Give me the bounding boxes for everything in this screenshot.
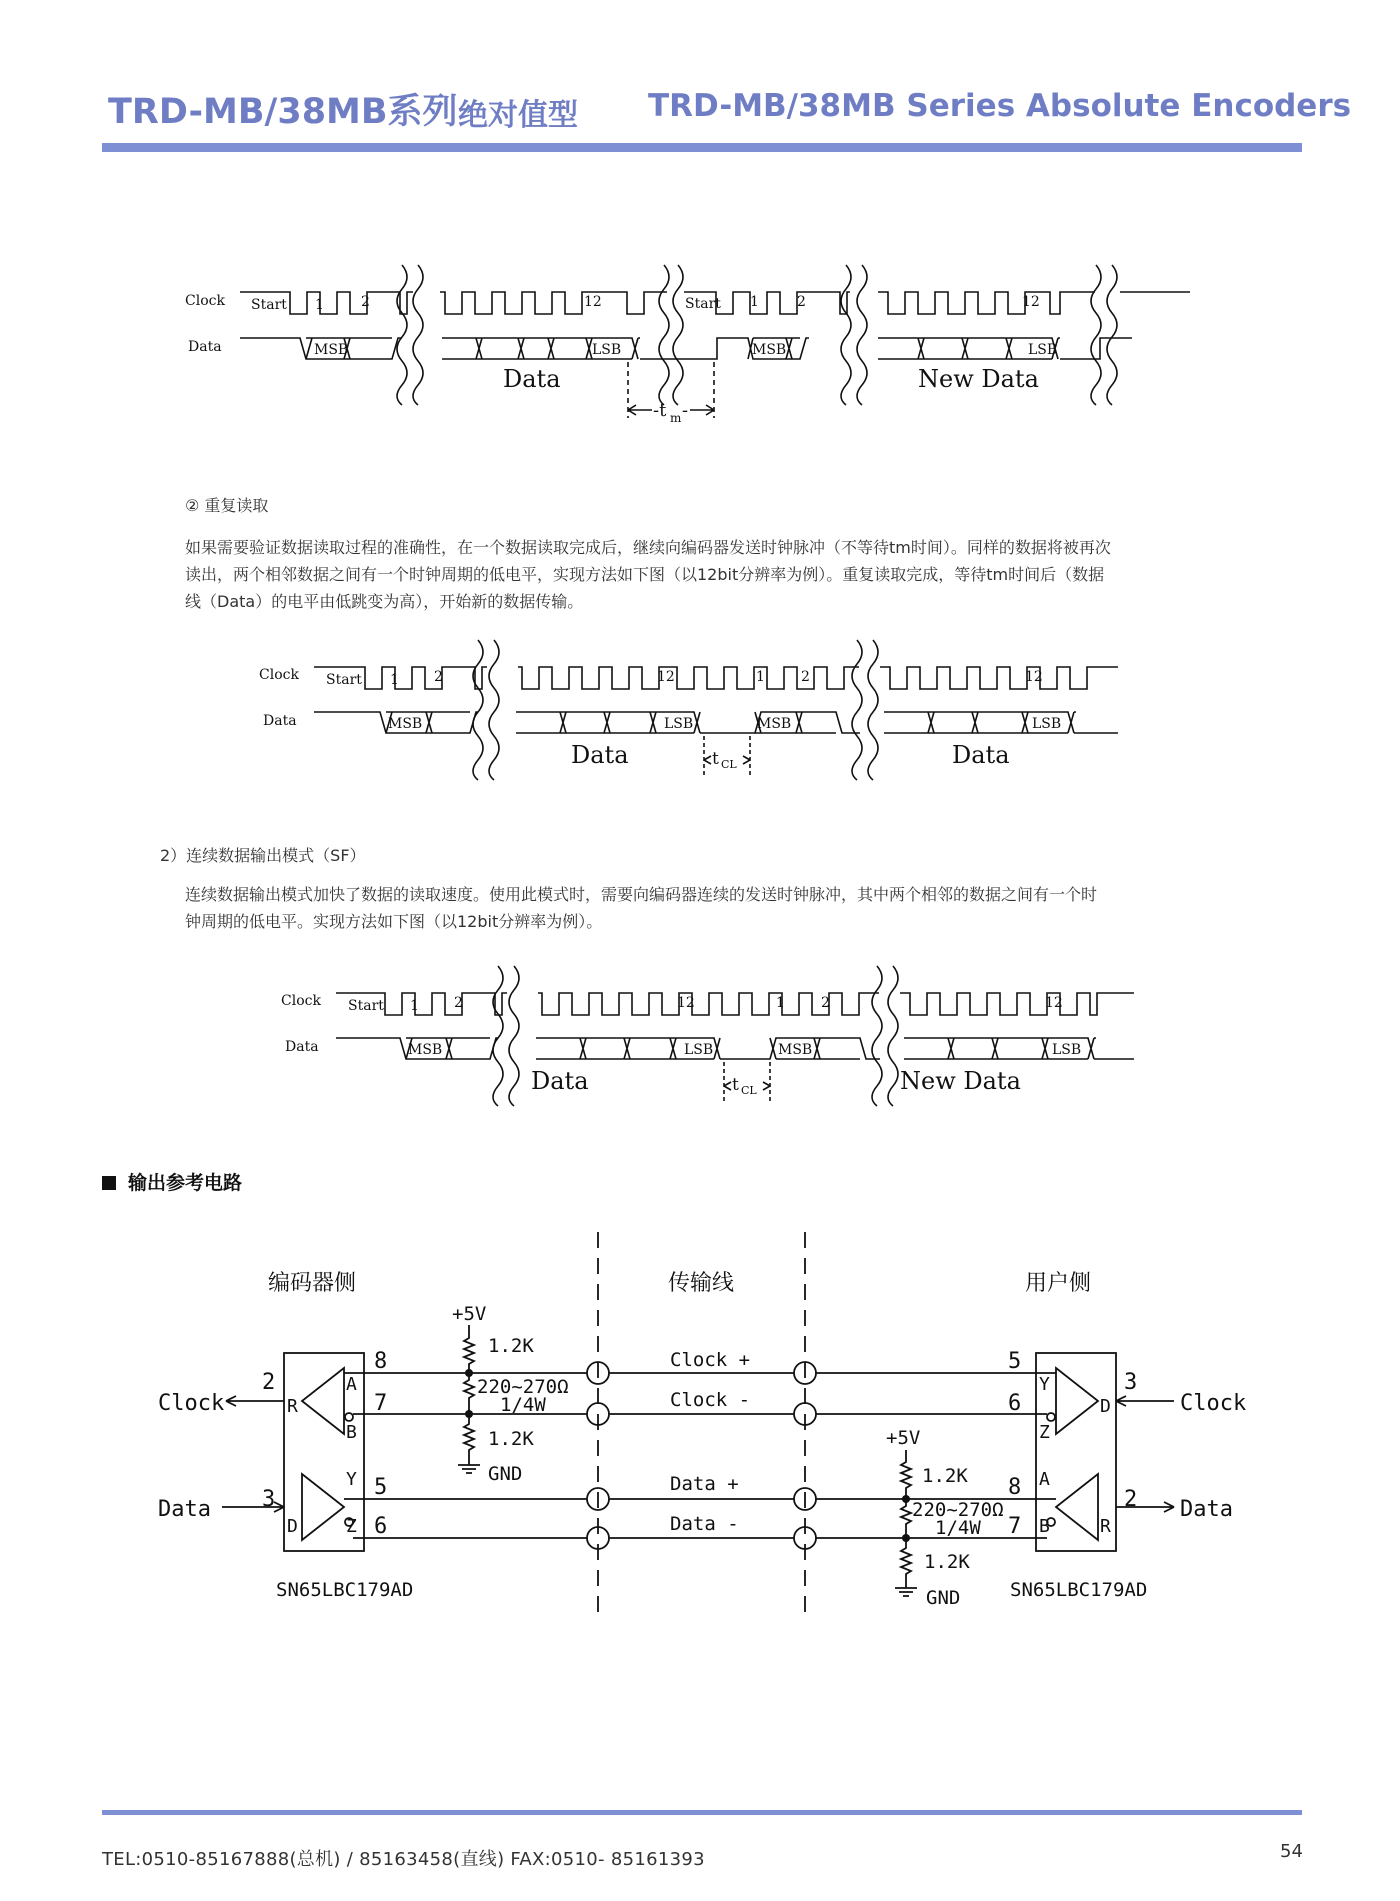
tm-subscript: m xyxy=(670,411,682,425)
data-label: Data xyxy=(188,339,222,355)
bit-2-label: 2 xyxy=(801,669,810,685)
paragraph-line: 连续数据输出模式加快了数据的读取速度。使用此模式时，需要向编码器连续的发送时钟脉冲，其中两个相邻的数据之间有一个时 xyxy=(185,885,1098,904)
pin-z-label: Z xyxy=(346,1516,357,1537)
pin-label: 8 xyxy=(374,1349,388,1374)
chip-label: SN65LBC179AD xyxy=(1010,1579,1148,1601)
footer-rule xyxy=(102,1810,1302,1815)
clock-label: Clock xyxy=(259,667,299,683)
pin-d-label: D xyxy=(287,1516,298,1537)
msb-label: MSB xyxy=(778,1042,813,1058)
new-data-block-label: New Data xyxy=(918,365,1039,393)
pin-b-label: B xyxy=(1039,1516,1050,1537)
msb-label: MSB xyxy=(388,716,423,732)
pin-label: 6 xyxy=(1008,1391,1022,1416)
chip-label: SN65LBC179AD xyxy=(276,1579,414,1601)
r-pullup-label: 1.2K xyxy=(922,1465,968,1487)
page-number: 54 xyxy=(1280,1841,1303,1862)
start-label: Start xyxy=(251,297,287,313)
gnd-label: GND xyxy=(926,1587,961,1609)
pin-label: 7 xyxy=(1008,1514,1022,1539)
clock-out-label: Clock xyxy=(158,1391,225,1416)
clock-minus-label: Clock - xyxy=(670,1389,751,1411)
circuit-heading-text: 输出参考电路 xyxy=(128,1172,243,1194)
pin-z-label: Z xyxy=(1039,1422,1050,1443)
data-out-label: Data xyxy=(1180,1497,1233,1522)
bit-1-label: 1 xyxy=(776,995,785,1011)
data-minus-label: Data - xyxy=(670,1513,739,1535)
pin-y-label: Y xyxy=(1039,1374,1050,1395)
clock-label: Clock xyxy=(185,293,225,309)
bit-1-label: 1 xyxy=(390,672,399,688)
pin-label: 5 xyxy=(1008,1349,1022,1374)
data-block-label: Data xyxy=(531,1067,589,1095)
pin-label: 7 xyxy=(374,1391,388,1416)
bit-2-label: 2 xyxy=(821,995,830,1011)
lsb-label: LSB xyxy=(664,716,694,732)
lsb-label: LSB xyxy=(684,1042,714,1058)
paragraph-line: 读出，两个相邻数据之间有一个时钟周期的低电平，实现方法如下图（以12bit分辨率为例）。重复读取完成，等待tm时间后（数据 xyxy=(185,565,1105,584)
section-heading-sf: 2）连续数据输出模式（SF） xyxy=(160,846,366,865)
paragraph-line: 线（Data）的电平由低跳变为高），开始新的数据传输。 xyxy=(185,592,584,611)
data-plus-label: Data + xyxy=(670,1473,739,1495)
r-pulldown-label: 1.2K xyxy=(924,1551,970,1573)
r-pulldown-label: 1.2K xyxy=(488,1428,534,1450)
lsb-label: LSB xyxy=(592,342,622,358)
pin-y-label: Y xyxy=(346,1469,357,1490)
bit-1-label: 1 xyxy=(756,669,765,685)
bit-12-label: 12 xyxy=(1045,995,1063,1011)
pin-label: 5 xyxy=(374,1475,388,1500)
header-subtitle-cn: 绝对值型 xyxy=(458,98,578,133)
tcl-subscript: CL xyxy=(721,758,737,771)
pin-label: 3 xyxy=(262,1487,276,1512)
pin-d-label: D xyxy=(1100,1396,1111,1417)
data-block-label: Data xyxy=(503,365,561,393)
bit-2-label: 2 xyxy=(434,669,443,685)
section-heading-repeat: ② 重复读取 xyxy=(185,496,269,515)
bit-12-label: 12 xyxy=(677,995,695,1011)
paragraph-line: 如果需要验证数据读取过程的准确性，在一个数据读取完成后，继续向编码器发送时钟脉冲（不等待tm时间）。同样的数据将被再次 xyxy=(185,538,1111,557)
lsb-label: LSB xyxy=(1052,1042,1082,1058)
tcl-label: t xyxy=(712,749,719,769)
msb-label: MSB xyxy=(314,342,349,358)
lsb-label: LSB xyxy=(1028,342,1058,358)
msb-label: MSB xyxy=(752,342,787,358)
bit-1-label: 1 xyxy=(750,294,759,310)
vcc-label: +5V xyxy=(886,1427,921,1449)
clock-plus-label: Clock + xyxy=(670,1349,751,1371)
data-block-label: Data xyxy=(571,741,629,769)
lsb-label: LSB xyxy=(1032,716,1062,732)
clock-in-label: Clock xyxy=(1180,1391,1247,1416)
bit-2-label: 2 xyxy=(361,294,370,310)
pin-label: 2 xyxy=(1124,1487,1138,1512)
bit-12-label: 12 xyxy=(657,669,675,685)
tm-tail: - xyxy=(682,400,689,421)
r-watt-label: 1/4W xyxy=(935,1517,981,1539)
pin-label: 6 xyxy=(374,1514,388,1539)
r-watt-label: 1/4W xyxy=(500,1394,546,1416)
bit-1-label: 1 xyxy=(410,998,419,1014)
data-in-label: Data xyxy=(158,1497,211,1522)
tm-label: -t xyxy=(653,400,667,421)
pin-a-label: A xyxy=(1039,1469,1050,1490)
encoder-side-label: 编码器侧 xyxy=(268,1271,357,1296)
pin-a-label: A xyxy=(346,1374,357,1395)
start-label: Start xyxy=(348,998,384,1014)
bit-2-label: 2 xyxy=(797,294,806,310)
data-label: Data xyxy=(263,713,297,729)
msb-label: MSB xyxy=(408,1042,443,1058)
pin-b-label: B xyxy=(346,1422,357,1443)
tcl-label: t xyxy=(732,1075,739,1095)
clock-label: Clock xyxy=(281,993,321,1009)
r-pullup-label: 1.2K xyxy=(488,1335,534,1357)
gnd-label: GND xyxy=(488,1463,523,1485)
tcl-subscript: CL xyxy=(741,1084,757,1097)
data-block-label: Data xyxy=(952,741,1010,769)
pin-r-label: R xyxy=(287,1396,298,1417)
user-side-label: 用户侧 xyxy=(1025,1271,1092,1296)
bit-1-label: 1 xyxy=(315,297,324,313)
pin-r-label: R xyxy=(1100,1516,1111,1537)
bit-12-label: 12 xyxy=(1025,669,1043,685)
bit-12-label: 12 xyxy=(1022,294,1040,310)
start-label: Start xyxy=(326,672,362,688)
header-title-cn: TRD-MB/38MB系列 xyxy=(108,92,458,132)
pin-label: 2 xyxy=(262,1370,276,1395)
header-title-en: TRD-MB/38MB Series Absolute Encoders xyxy=(648,88,1352,124)
vcc-label: +5V xyxy=(452,1303,487,1325)
start-label: Start xyxy=(685,296,721,312)
pin-label: 3 xyxy=(1124,1370,1138,1395)
new-data-block-label: New Data xyxy=(900,1067,1021,1095)
line-side-label: 传输线 xyxy=(668,1271,735,1296)
r-term-label: 220~270Ω xyxy=(477,1376,569,1398)
paragraph-line: 钟周期的低电平。实现方法如下图（以12bit分辨率为例）。 xyxy=(185,912,603,931)
r-term-label: 220~270Ω xyxy=(912,1499,1004,1521)
bit-12-label: 12 xyxy=(584,294,602,310)
data-label: Data xyxy=(285,1039,319,1055)
footer-contact: TEL:0510-85167888(总机) / 85163458(直线) FAX:0510- 85161393 xyxy=(102,1849,705,1870)
bit-2-label: 2 xyxy=(454,995,463,1011)
msb-label: MSB xyxy=(757,716,792,732)
pin-label: 8 xyxy=(1008,1475,1022,1500)
